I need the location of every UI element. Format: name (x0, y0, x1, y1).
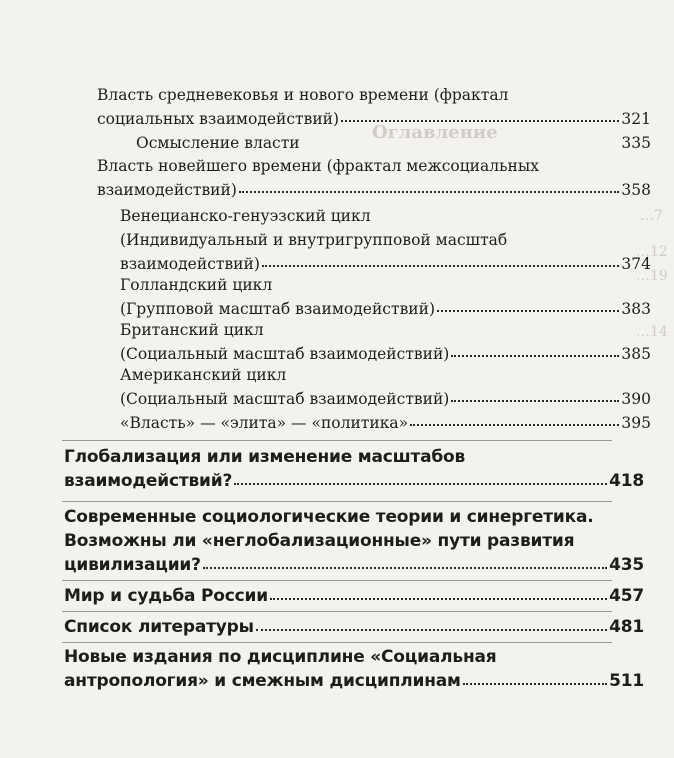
toc-leader (64, 471, 644, 491)
toc-entry-title: социальных взаимодействий) (97, 110, 340, 128)
toc-leader (136, 134, 651, 152)
toc-entry-title: (Индивидуальный и внутригрупповой масштаб (120, 231, 508, 249)
toc-leader (120, 300, 651, 318)
ghost-page: …14 (636, 324, 668, 340)
toc-entry-title: Британский цикл (120, 321, 264, 339)
toc-leader (64, 555, 644, 575)
divider (62, 440, 612, 441)
dot-leader (203, 567, 607, 569)
toc-entry-title: взаимодействий) (97, 181, 237, 199)
toc-entry-title: Власть новейшего времени (фрактал межсоциальных (97, 157, 539, 175)
toc-leader (97, 181, 651, 199)
toc-leader (64, 617, 644, 637)
page-number: 481 (609, 617, 644, 637)
dot-leader (463, 683, 607, 685)
dot-leader (262, 265, 620, 267)
toc-leader (120, 414, 651, 432)
toc-entry-title: Список литературы (64, 617, 254, 637)
dot-leader (410, 424, 619, 426)
toc-entry-title: (Групповой масштаб взаимодействий) (120, 300, 436, 318)
divider (62, 642, 612, 643)
toc-entry-title: цивилизации? (64, 555, 201, 575)
toc-leader (97, 110, 651, 128)
toc-entry-title: Осмысление власти (136, 134, 300, 152)
page-number: 418 (609, 471, 644, 491)
divider (62, 501, 612, 502)
page-number: 335 (621, 134, 651, 152)
toc-leader (120, 255, 651, 273)
ghost-page: …12 (636, 244, 668, 260)
page-number: 435 (609, 555, 644, 575)
toc-leader (120, 345, 651, 363)
page-number: 358 (621, 181, 651, 199)
toc-entry-title: взаимодействий) (120, 255, 260, 273)
ghost-heading: Оглавление (372, 122, 498, 143)
page-number: 383 (621, 300, 651, 318)
dot-leader (234, 483, 607, 485)
page-number: 457 (609, 586, 644, 606)
dot-leader (451, 355, 619, 357)
ghost-page: …7 (640, 208, 663, 224)
dot-leader (256, 629, 607, 631)
dot-leader (451, 400, 619, 402)
toc-leader (64, 671, 644, 691)
toc-entry-title: Венецианско-генуэзский цикл (120, 207, 371, 225)
page-number: 385 (621, 345, 651, 363)
toc-entry-title: Мир и судьба России (64, 586, 268, 606)
divider (62, 611, 612, 612)
toc-leader (64, 586, 644, 606)
toc-entry-title: взаимодействий? (64, 471, 233, 491)
dot-leader (437, 310, 619, 312)
toc-entry-title: (Социальный масштаб взаимодействий) (120, 390, 450, 408)
page-number: 390 (621, 390, 651, 408)
page-number: 374 (621, 255, 651, 273)
toc-entry-title: Глобализация или изменение масштабов (64, 447, 466, 467)
toc-entry-title: Голландский цикл (120, 276, 273, 294)
toc-entry-title: Американский цикл (120, 366, 287, 384)
ghost-page: …19 (636, 268, 668, 284)
divider (62, 580, 612, 581)
toc-entry-title: антропология» и смежным дисциплинам (64, 671, 461, 691)
toc-entry-title: Новые издания по дисциплине «Социальная (64, 647, 497, 667)
page-number: 395 (621, 414, 651, 432)
toc-entry-title: «Власть» — «элита» — «политика» (120, 414, 409, 432)
toc-entry-title: Возможны ли «неглобализационные» пути развития (64, 531, 575, 551)
page-number: 511 (609, 671, 644, 691)
toc-entry-title: Власть средневековья и нового времени (фрактал (97, 86, 509, 104)
toc-entry-title: (Социальный масштаб взаимодействий) (120, 345, 450, 363)
dot-leader (239, 191, 620, 193)
toc-entry-title: Современные социологические теории и синергетика. (64, 507, 594, 527)
page-number: 321 (621, 110, 651, 128)
dot-leader (270, 598, 607, 600)
toc-leader (120, 390, 651, 408)
dot-leader (341, 120, 619, 122)
